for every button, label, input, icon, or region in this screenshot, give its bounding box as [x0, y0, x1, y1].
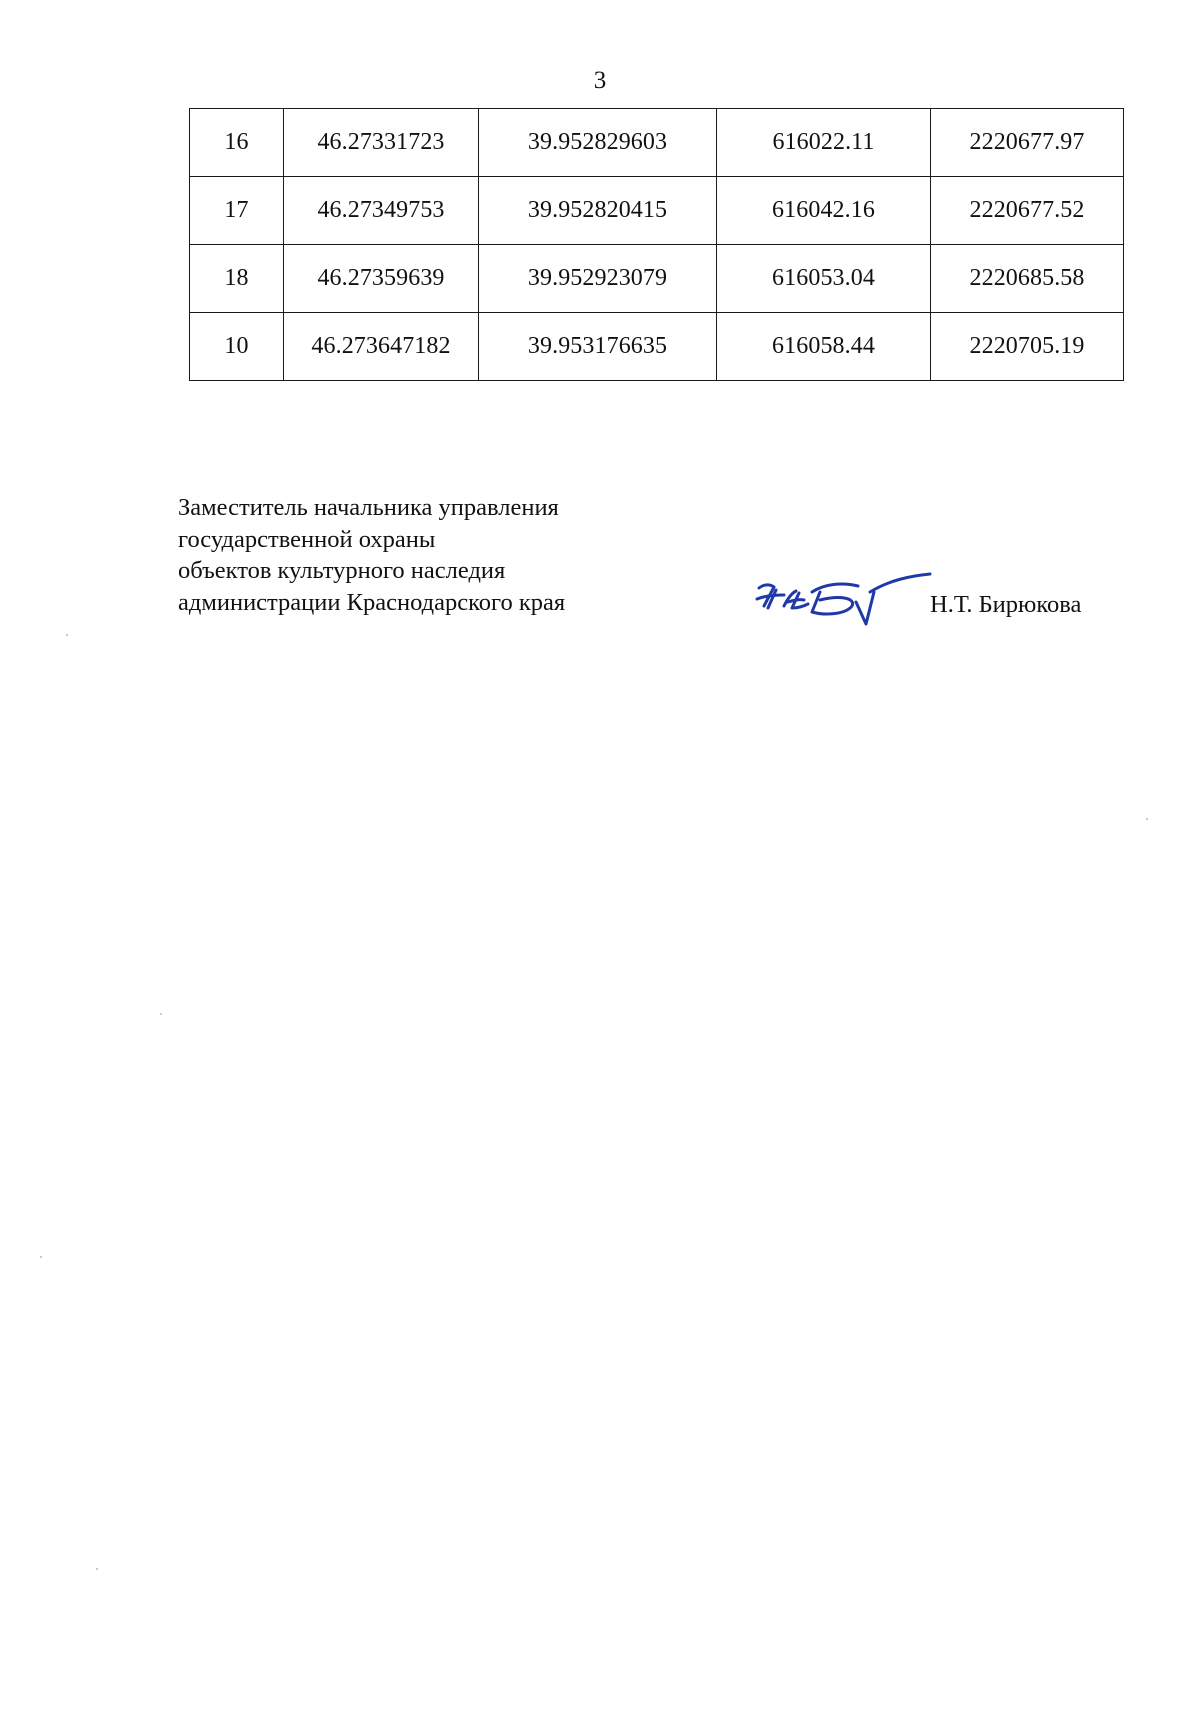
position-line: объектов культурного наследия: [178, 557, 506, 584]
coordinates-table: [189, 108, 1124, 381]
point-number-cell: 17: [190, 177, 284, 245]
y-coordinate-cell: 2220677.97: [931, 109, 1124, 177]
y-coordinate-cell: 2220705.19: [931, 313, 1124, 381]
x-coordinate-cell: 616053.04: [717, 245, 931, 313]
page-number: 3: [593, 67, 607, 94]
table-row: [190, 177, 1124, 245]
x-coordinate-cell: 616058.44: [717, 313, 931, 381]
y-coordinate-cell: 2220685.58: [931, 245, 1124, 313]
longitude-cell: 39.952923079: [479, 245, 717, 313]
y-coordinate-cell: 2220677.52: [931, 177, 1124, 245]
latitude-cell: 46.27331723: [284, 109, 479, 177]
point-number-cell: 18: [190, 245, 284, 313]
position-line: администрации Краснодарского края: [178, 588, 566, 616]
point-number-cell: 10: [190, 313, 284, 381]
signer-name: Н.Т. Бирюкова: [930, 591, 1082, 618]
longitude-cell: 39.952829603: [479, 109, 717, 177]
scan-speck: [66, 634, 68, 636]
scan-speck: [1146, 818, 1148, 820]
position-line: государственной охраны: [178, 525, 436, 553]
table-row: [190, 313, 1124, 381]
point-number-cell: 16: [190, 109, 284, 177]
scan-speck: [160, 1013, 162, 1015]
handwritten-signature-icon: [754, 562, 932, 632]
signer-position: [178, 492, 565, 618]
latitude-cell: 46.273647182: [284, 313, 479, 381]
position-line: Заместитель начальника управления: [178, 494, 559, 521]
latitude-cell: 46.27359639: [284, 245, 479, 313]
longitude-cell: 39.952820415: [479, 177, 717, 245]
x-coordinate-cell: 616042.16: [717, 177, 931, 245]
scan-speck: [96, 1568, 98, 1570]
table-row: [190, 245, 1124, 313]
table-row: [190, 109, 1124, 177]
x-coordinate-cell: 616022.11: [717, 109, 931, 177]
scan-speck: [40, 1256, 42, 1258]
longitude-cell: 39.953176635: [479, 313, 717, 381]
latitude-cell: 46.27349753: [284, 177, 479, 245]
